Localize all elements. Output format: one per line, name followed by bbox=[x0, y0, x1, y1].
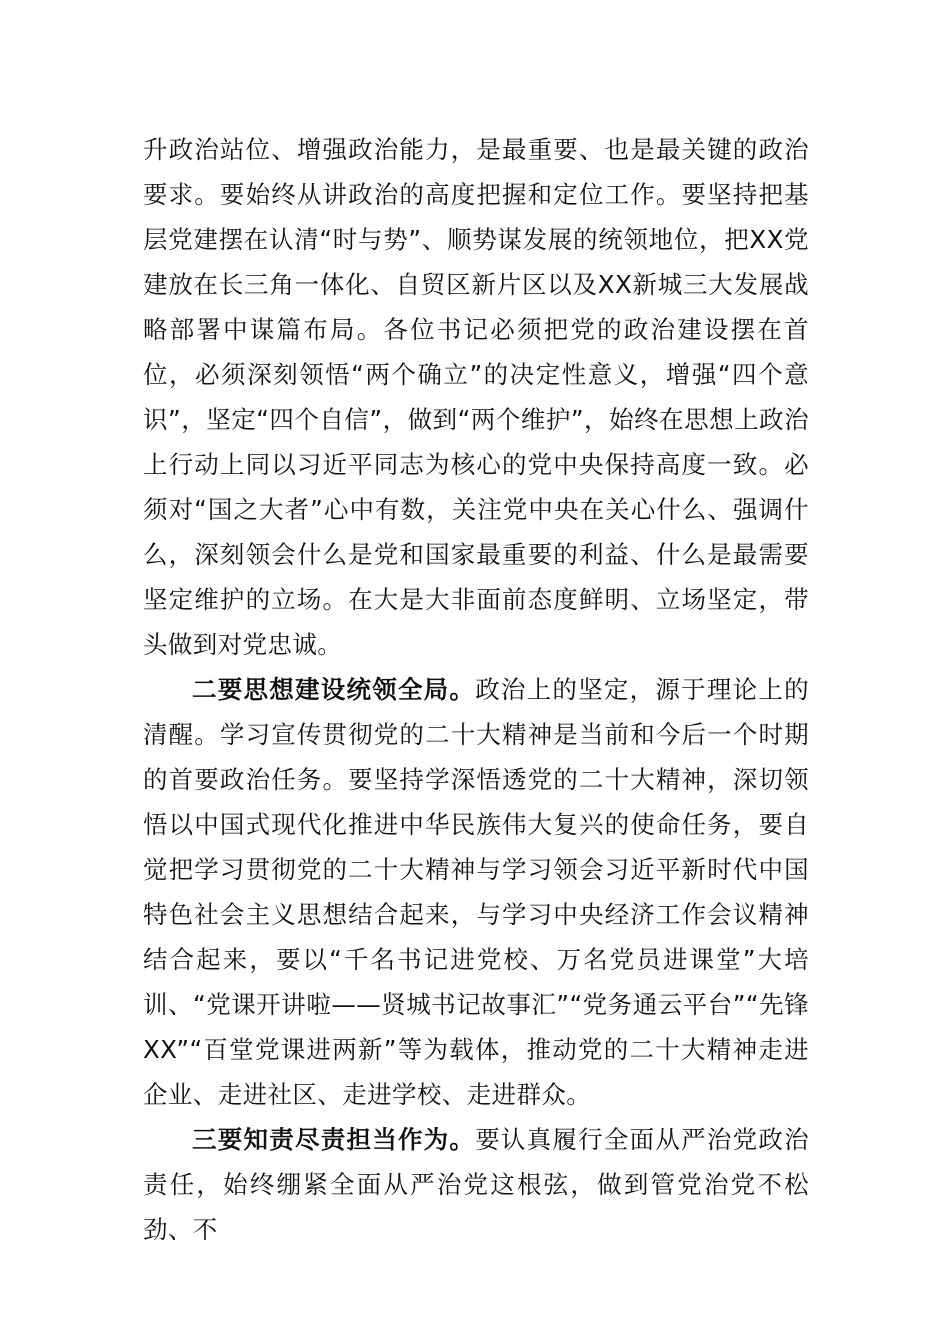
paragraph-text: 要认真履行全面从严治党政治责任，始终绷紧全面从严治党这根弦，做到管党治党不松劲、不 bbox=[143, 1125, 810, 1244]
paragraph-ideological-building bbox=[143, 667, 809, 1117]
paragraph-text: 升政治站位、增强政治能力，是最重要、也是最关键的政治要求。要始终从讲政治的高度把握和定位工作。要坚持把基层党建摆在认清“时与势”、顺势谋发展的统领地位，把XX党建放在长三角一体化、自贸区新片区以及XX新城三大发展战略部署中谋篇布局。各位书记必须把党的政治建设摆在首位，必须深刻领悟“两个确立”的决定性意义，增强“四个意识”，坚定“四个自信”，做到“两个维护”，始终在思想上政治上行动上同以习近平同志为核心的党中央保持高度一致。必须对“国之大者”心中有数，关注党中央在关心什么、强调什么，深刻领会什么是党和国家最重要的利益、什么是最需要坚定维护的立场。在大是大非面前态度鲜明、立场坚定，带头做到对党忠诚。 bbox=[143, 135, 809, 659]
paragraph-text: 政治上的坚定，源于理论上的清醒。学习宣传贯彻党的二十大精神是当前和今后一个时期的首要政治任务。要坚持学深悟透党的二十大精神，深切领悟以中国式现代化推进中华民族伟大复兴的使命任务，要自觉把学习贯彻党的二十大精神与学习领会习近平新时代中国特色社会主义思想结合起来，与学习中央经济工作会议精神结合起来，要以“千名书记进党校、万名党员进课堂”大培训、“党课开讲啦——贤城书记故事汇”“党务通云平台”“先锋XX”“百堂党课进两新”等为载体，推动党的二十大精神走进企业、走进社区、走进学校、走进群众。 bbox=[143, 675, 810, 1109]
paragraph-political-building bbox=[143, 127, 809, 667]
paragraph-lead: 二要思想建设统领全局。 bbox=[192, 675, 476, 704]
paragraph-responsibility bbox=[143, 1117, 809, 1252]
paragraph-lead: 三要知责尽责担当作为。 bbox=[192, 1125, 476, 1154]
document-body bbox=[143, 127, 809, 1252]
